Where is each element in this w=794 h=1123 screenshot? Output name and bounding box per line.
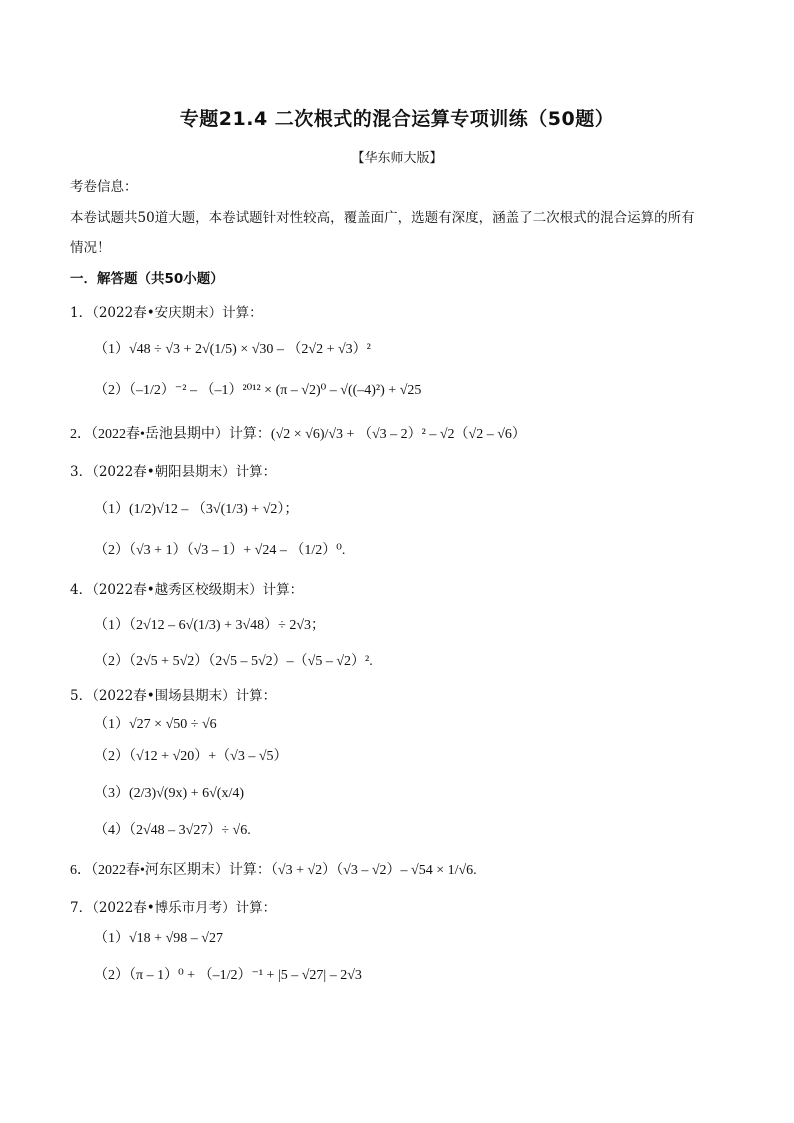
problem-1-header: 1．（2022春•安庆期末）计算： — [70, 305, 263, 321]
problem-4-header: 4．（2022春•越秀区校级期末）计算： — [70, 582, 304, 598]
section-heading: 一．解答题（共50小题） — [70, 271, 224, 287]
problem-7-part-2: （2）（π – 1）⁰ + （–1/2）⁻¹ + |5 – √27| – 2√3 — [94, 968, 362, 983]
problem-6-header: 6．（2022春•河东区期末）计算：（√3 + √2）（√3 – √2）– √54 × 1/√6. — [70, 863, 477, 878]
problem-2-header: 2．（2022春•岳池县期中）计算：(√2 × √6)/√3 + （√3 – 2）² – √2（√2 – √6） — [70, 427, 526, 442]
intro-text-line-1: 本卷试题共50道大题，本卷试题针对性较高，覆盖面广，选题有深度，涵盖了二次根式的混合运算的所有 — [70, 210, 695, 226]
intro-label: 考卷信息： — [70, 179, 138, 195]
problem-1-part-1: （1）√48 ÷ √3 + 2√(1/5) × √30 – （2√2 + √3）² — [94, 342, 371, 357]
problem-7-header: 7．（2022春•博乐市月考）计算： — [70, 900, 277, 916]
problem-5-part-1: （1）√27 × √50 ÷ √6 — [94, 717, 217, 732]
problem-3-part-2: （2）（√3 + 1）（√3 – 1）+ √24 – （1/2）⁰. — [94, 543, 346, 558]
problem-3-header: 3．（2022春•朝阳县期末）计算： — [70, 464, 277, 480]
edition-label: 【华东师大版】 — [351, 151, 443, 166]
problem-7-part-1: （1）√18 + √98 – √27 — [94, 931, 223, 946]
problem-4-part-1: （1）（2√12 – 6√(1/3) + 3√48）÷ 2√3； — [94, 618, 326, 633]
page-title: 专题21.4 二次根式的混合运算专项训练（50题） — [179, 108, 615, 130]
problem-3-part-1: （1）(1/2)√12 – （3√(1/3) + √2）； — [94, 502, 299, 517]
intro-text-line-2: 情况！ — [70, 240, 111, 256]
problem-5-part-3: （3）(2/3)√(9x) + 6√(x/4) — [94, 786, 245, 801]
problem-4-part-2: （2）（2√5 + 5√2）（2√5 – 5√2）–（√5 – √2）². — [94, 654, 373, 669]
problem-5-part-2: （2）（√12 + √20）+（√3 – √5） — [94, 749, 288, 764]
problem-5-header: 5．（2022春•围场县期末）计算： — [70, 688, 277, 704]
problem-5-part-4: （4）（2√48 – 3√27）÷ √6. — [94, 823, 251, 838]
problem-1-part-2: （2）（–1/2）⁻² – （–1）²⁰¹² × (π – √2)⁰ – √((–4)²) + √25 — [94, 383, 422, 398]
